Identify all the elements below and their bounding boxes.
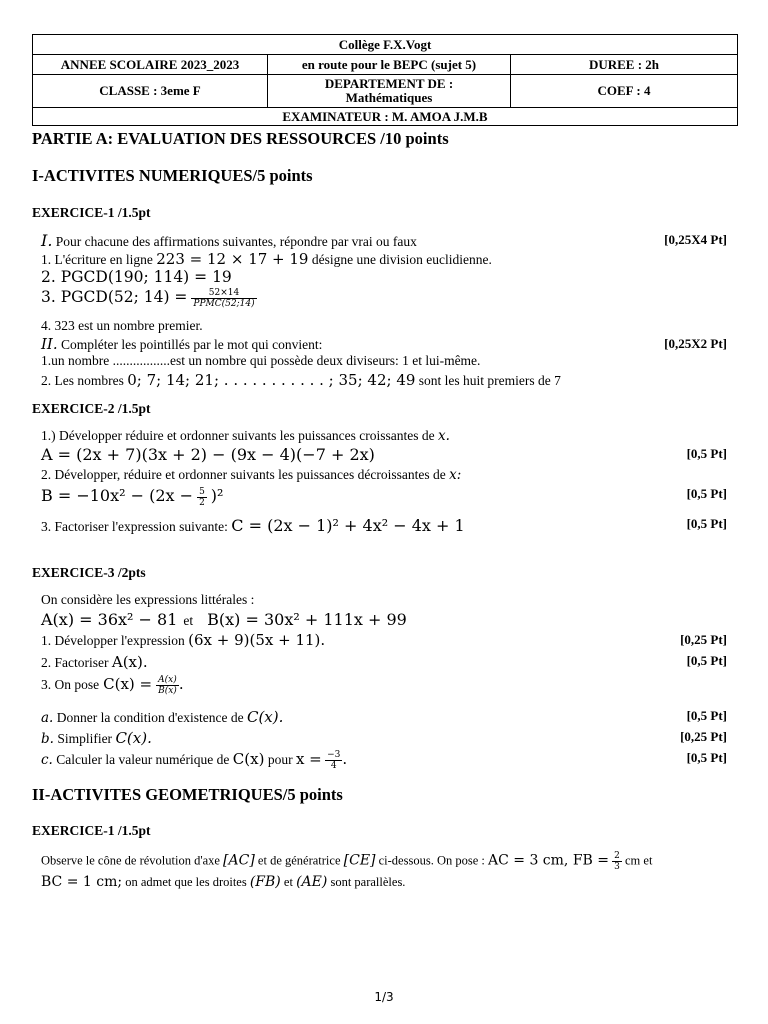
geo-line1-mid: et de génératrice	[257, 853, 341, 868]
geo-line2-et: et	[283, 875, 293, 889]
ex2-expr-b-num: 5	[199, 486, 205, 497]
ex1-a3-pre: 3. PGCD(52; 14) =	[41, 288, 188, 307]
ex2-expr-b	[41, 486, 223, 508]
ex3-expr-a: A(x) = 36x² − 81	[41, 610, 178, 629]
geo-line2-ae: (AE)	[296, 874, 328, 890]
ex1-q1-text: Pour chacune des affirmations suivantes, répondre par vrai ou faux	[55, 234, 417, 249]
geo-line1-m1: AC = 3 cm, FB =	[488, 852, 610, 869]
ex3-qb-points: [0,25 Pt]	[680, 729, 727, 744]
ex3-qc-text: Calculer la valeur numérique de	[56, 752, 230, 767]
ex2-title: EXERCICE-2 /1.5pt	[32, 401, 151, 416]
ex3-q2-points: [0,5 Pt]	[686, 653, 727, 668]
ex3-q3-fraction	[156, 675, 179, 696]
ex3-qa-label: a.	[41, 710, 54, 726]
ex1-a1	[41, 250, 492, 268]
ex2-points-a: [0,5 Pt]	[686, 446, 727, 461]
ex3-qa	[41, 708, 283, 726]
geo-line1-ce: [CE]	[343, 852, 376, 869]
ex3-qc-den: 4	[325, 760, 342, 771]
ex2-points-b: [0,5 Pt]	[686, 486, 727, 501]
section2-title: II-ACTIVITES GEOMETRIQUES/5 points	[32, 785, 343, 804]
ex1-q1-points: [0,25X4 Pt]	[664, 232, 727, 247]
ex3-qc-math1: C(x)	[232, 750, 265, 768]
ex3-qa-math: C(x).	[246, 708, 284, 726]
ex3-expressions	[41, 610, 407, 630]
ex1-q1-num: I.	[41, 231, 53, 250]
ex1-a3-num: 52×14	[208, 288, 240, 298]
ex3-q3-math: C(x) =	[103, 675, 153, 694]
section1-title: I-ACTIVITES NUMERIQUES/5 points	[32, 166, 313, 185]
geo-line1-fraction	[612, 851, 622, 872]
ex2-q2-text: 2. Développer, réduire et ordonner suivants les puissances décroissantes de	[41, 467, 446, 482]
ex3-expr-sep: et	[183, 613, 194, 628]
ex3-qa-points: [0,5 Pt]	[686, 708, 727, 723]
ex1-q2-points: [0,25X2 Pt]	[664, 336, 727, 351]
ex3-q3-end: .	[178, 675, 184, 694]
header-table	[32, 34, 738, 126]
ex2-points-c: [0,5 Pt]	[686, 516, 727, 531]
ex3-expr-b: B(x) = 30x² + 111x + 99	[207, 610, 407, 629]
exam-route: en route pour le BEPC (sujet 5)	[268, 55, 511, 75]
department-line2: Mathématiques	[345, 90, 433, 105]
ex1-a3-fraction	[191, 288, 256, 309]
geo-line2-m: BC = 1 cm;	[41, 874, 123, 890]
part-a-title: PARTIE A: EVALUATION DES RESSOURCES /10 points	[32, 129, 449, 148]
ex1-a1-pre: 1. L'écriture en ligne	[41, 252, 153, 267]
ex1-q2	[41, 335, 322, 353]
ex3-q3-den: B(x)	[158, 686, 177, 696]
geo-line1-den: 3	[614, 862, 620, 872]
class-name: CLASSE : 3eme F	[33, 75, 268, 108]
ex3-q2-pre: 2. Factoriser	[41, 655, 109, 670]
ex3-title: EXERCICE-3 /2pts	[32, 565, 146, 580]
ex3-qc-mid: pour	[267, 752, 293, 767]
geo-line2-fb: (FB)	[249, 874, 281, 890]
geo-line2-end: sont parallèles.	[330, 875, 406, 889]
ex3-q1-math: (6x + 9)(5x + 11).	[188, 631, 326, 649]
ex3-q1-pre: 1. Développer l'expression	[41, 633, 185, 648]
ex1-q2-num: II.	[41, 335, 58, 353]
ex3-q3-pre: 3. On pose	[41, 677, 100, 693]
page-number: 1/3	[374, 990, 394, 1004]
ex3-q1-points: [0,25 Pt]	[680, 632, 727, 647]
ex3-qb-label: b.	[41, 731, 54, 747]
ex3-qc-label: c.	[41, 752, 53, 768]
ex2-q3	[41, 516, 465, 535]
department	[268, 75, 511, 108]
department-line1: DEPARTEMENT DE :	[324, 76, 454, 91]
ex2-expr-a: A = (2x + 7)(3x + 2) − (9x − 4)(−7 + 2x)	[41, 445, 375, 464]
examiner: EXAMINATEUR : M. AMOA J.M.B	[33, 108, 738, 126]
ex1-b2-math: 0; 7; 14; 21; . . . . . . . . . . . ; 35; 42; 49	[127, 371, 416, 389]
geo-line1-num: 2	[614, 851, 620, 861]
geo-line1-ac: [AC]	[223, 852, 255, 869]
ex3-qc-fraction	[325, 750, 342, 771]
exam-duration: DUREE : 2h	[511, 55, 738, 75]
ex1-a4: 4. 323 est un nombre premier.	[41, 318, 203, 333]
ex1-title: EXERCICE-1 /1.5pt	[32, 205, 151, 220]
ex1-q1	[41, 231, 417, 250]
ex2-expr-b-den: 2	[199, 497, 205, 508]
geo-line1-end: cm et	[625, 853, 653, 868]
ex1-a3-den: PPMC(52;14)	[193, 299, 255, 309]
ex3-qc-math2: x =	[295, 750, 322, 768]
ex2-q2	[41, 467, 461, 483]
geo-ex1-line1	[41, 851, 652, 872]
geo-line1-pre: Observe le cône de révolution d'axe	[41, 853, 220, 868]
ex1-a3	[41, 288, 257, 309]
ex3-qc-num: −3	[327, 750, 341, 761]
ex1-a2: 2. PGCD(190; 114) = 19	[41, 268, 232, 286]
geo-line1-mid2: ci-dessous. On pose :	[378, 853, 485, 868]
ex3-qc-points: [0,5 Pt]	[686, 750, 727, 765]
ex2-q1	[41, 428, 450, 444]
geo-ex1-title: EXERCICE-1 /1.5pt	[32, 823, 151, 838]
ex2-expr-b-pre: B = −10x² − (2x −	[41, 486, 194, 505]
geo-line2-text: on admet que les droites	[125, 875, 247, 889]
ex2-expr-b-post: )²	[210, 486, 224, 505]
ex3-q3	[41, 675, 184, 696]
school-name: Collège F.X.Vogt	[33, 35, 738, 55]
ex3-qc-end: .	[342, 750, 348, 768]
ex3-qb-math: C(x).	[115, 729, 152, 747]
ex2-q1-text: 1.) Développer réduire et ordonner suivants les puissances croissantes de	[41, 428, 435, 443]
ex2-q3-pre: 3. Factoriser l'expression suivante:	[41, 519, 228, 534]
ex1-a1-math: 223 = 12 × 17 + 19	[156, 250, 309, 268]
ex1-b1: 1.un nombre .................est un nombre qui possède deux diviseurs: 1 et lui-même.	[41, 353, 481, 368]
ex3-qb	[41, 729, 152, 747]
ex1-b2	[41, 371, 561, 389]
ex3-q3-num: A(x)	[158, 675, 177, 685]
school-year: ANNEE SCOLAIRE 2023_2023	[33, 55, 268, 75]
ex2-q1-var: x.	[438, 428, 450, 444]
coefficient: COEF : 4	[511, 75, 738, 108]
ex3-q2-math: A(x).	[111, 653, 148, 671]
ex3-qc	[41, 750, 347, 771]
ex2-q3-math: C = (2x − 1)² + 4x² − 4x + 1	[231, 516, 465, 535]
ex3-q2	[41, 653, 148, 671]
ex3-intro: On considère les expressions littérales :	[41, 592, 255, 607]
ex3-qb-text: Simplifier	[57, 731, 113, 746]
ex1-b2-pre: 2. Les nombres	[41, 373, 124, 388]
geo-ex1-line2	[41, 874, 405, 890]
ex1-q2-text: Compléter les pointillés par le mot qui convient:	[61, 337, 323, 352]
ex2-q2-var: x:	[449, 467, 462, 483]
ex2-expr-b-fraction	[197, 487, 207, 508]
ex3-qa-text: Donner la condition d'existence de	[56, 710, 244, 725]
ex3-q1	[41, 631, 325, 649]
ex1-a1-post: désigne une division euclidienne.	[311, 252, 492, 267]
ex1-b2-post: sont les huit premiers de 7	[418, 373, 561, 388]
